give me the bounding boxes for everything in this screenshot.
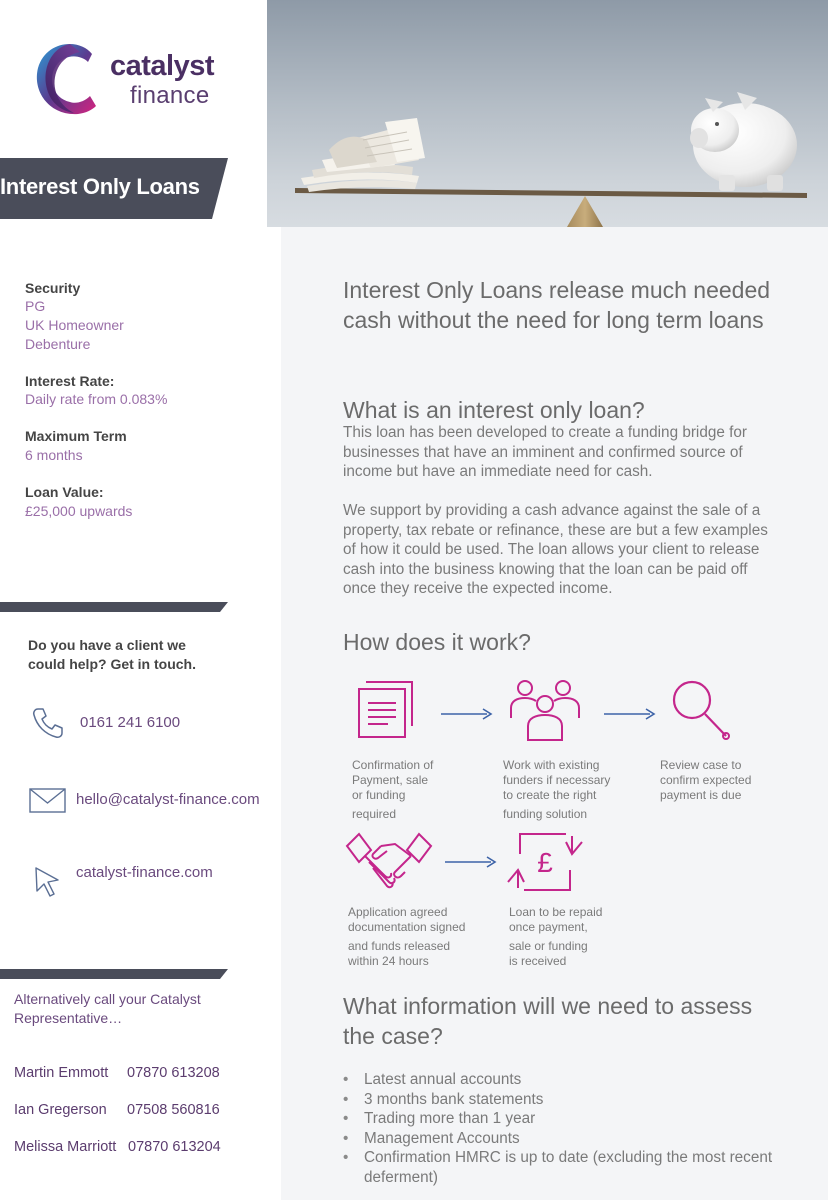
intro-statement: Interest Only Loans release much needed cash without the need for long term loans <box>343 277 771 333</box>
step-4-text <box>348 905 465 969</box>
representative-name: Martin Emmott <box>14 1065 109 1081</box>
arrow-right-icon <box>441 707 493 721</box>
needs-list-item: • 3 months bank statements <box>343 1090 783 1110</box>
step-line: Loan to be repaid <box>509 905 603 919</box>
step-line: or funding <box>352 788 406 802</box>
seesaw-illustration <box>267 0 828 227</box>
seesaw-fulcrum <box>567 196 603 227</box>
step-1-text <box>352 758 433 822</box>
phone-icon <box>31 706 65 740</box>
piggy-bank <box>690 92 797 191</box>
magnifier-icon <box>668 678 732 742</box>
step-line: confirm expected <box>660 773 752 787</box>
hero-image <box>267 0 828 227</box>
arrow-right-icon <box>604 707 656 721</box>
representative-row <box>14 1065 220 1081</box>
contact-prompt-line: could help? Get in touch. <box>28 656 196 672</box>
what-heading: What is an interest only loan? <box>343 397 645 423</box>
representative-name: Ian Gregerson <box>14 1102 107 1118</box>
needs-list-item: • Trading more than 1 year <box>343 1109 783 1129</box>
spec-term-label: Maximum Term <box>25 428 127 444</box>
logo-word-finance: finance <box>130 82 210 109</box>
arrow-right-icon <box>445 855 497 869</box>
step-line: Confirmation of <box>352 758 434 772</box>
needs-list <box>343 1070 783 1187</box>
svg-text:£: £ <box>537 847 553 878</box>
spec-loan-value-value: £25,000 upwards <box>25 503 133 519</box>
needs-heading <box>343 991 752 1051</box>
step-line: Review case to <box>660 758 742 772</box>
page-title: Interest Only Loans <box>0 174 200 199</box>
needs-list-item: • Latest annual accounts <box>343 1070 783 1090</box>
documents-icon <box>356 676 420 740</box>
cursor-icon <box>34 866 62 898</box>
needs-list-item: • Management Accounts <box>343 1129 783 1149</box>
contact-website-link[interactable]: catalyst-finance.com <box>76 864 213 881</box>
spec-security-value: PG <box>25 298 46 314</box>
spec-interest-value: Daily rate from 0.083% <box>25 391 168 407</box>
step-line: Work with existing <box>503 758 600 772</box>
step-line: is received <box>509 954 567 968</box>
step-line: payment is due <box>660 788 742 802</box>
needs-heading-line: What information will we need to assess <box>343 993 753 1019</box>
section-divider <box>0 602 228 612</box>
section-divider <box>0 969 228 979</box>
spec-loan-value-label: Loan Value: <box>25 484 104 500</box>
contact-prompt-line: Do you have a client we <box>28 637 186 653</box>
step-line: within 24 hours <box>348 954 429 968</box>
needs-list-item: • Confirmation HMRC is up to date (excluding the most recent deferment) <box>343 1148 783 1187</box>
receipts-pile <box>301 118 425 192</box>
what-paragraph-2: We support by providing a cash advance against the sale of a property, tax rebate or refinance, these are but a few examples of how it could be used. The loan allows your client to release cash into the business knowing that the loan can be paid off once they receive the expected income. <box>343 502 768 597</box>
step-line: Payment, sale <box>352 773 429 787</box>
logo-mark-icon <box>30 38 102 120</box>
step-line: once payment, <box>509 920 588 934</box>
representative-row <box>14 1102 220 1118</box>
logo-word-catalyst: catalyst <box>110 50 215 82</box>
step-line: funding solution <box>503 807 588 821</box>
step-line: required <box>352 807 397 821</box>
envelope-icon <box>29 788 67 814</box>
step-3-text <box>660 758 751 803</box>
step-line: to create the right <box>503 788 597 802</box>
representative-phone[interactable]: 07870 613208 <box>127 1065 220 1081</box>
step-line: and funds released <box>348 939 451 953</box>
spec-security-value: Debenture <box>25 336 91 352</box>
representatives-intro-line: Alternatively call your Catalyst <box>14 991 201 1007</box>
catalyst-logo <box>30 38 230 120</box>
contact-email-link[interactable]: hello@catalyst-finance.com <box>76 791 260 808</box>
how-heading: How does it work? <box>343 629 531 655</box>
spec-security-label: Security <box>25 280 81 296</box>
representatives-intro <box>14 990 244 1028</box>
what-paragraph-1: This loan has been developed to create a funding bridge for businesses that have an imminent and confirmed source of income but have an immediate need for cash. <box>343 424 747 480</box>
needs-heading-line: the case? <box>343 1023 443 1049</box>
step-line: Application agreed <box>348 905 448 919</box>
step-line: sale or funding <box>509 939 588 953</box>
representative-name: Melissa Marriott <box>14 1139 117 1155</box>
spec-term-value: 6 months <box>25 447 83 463</box>
step-5-text <box>509 905 602 969</box>
step-line: documentation signed <box>348 920 466 934</box>
pound-cycle-icon <box>506 830 584 894</box>
representative-phone[interactable]: 07870 613204 <box>128 1139 221 1155</box>
spec-interest-label: Interest Rate: <box>25 373 115 389</box>
contact-phone-link[interactable]: 0161 241 6100 <box>80 714 181 731</box>
step-2-text <box>503 758 610 822</box>
step-line: funders if necessary <box>503 773 611 787</box>
spec-security-value: UK Homeowner <box>25 317 124 333</box>
people-group-icon <box>508 678 582 742</box>
representative-row <box>14 1139 221 1155</box>
representatives-intro-line: Representative… <box>14 1010 123 1026</box>
contact-prompt <box>28 636 196 674</box>
representative-phone[interactable]: 07508 560816 <box>127 1102 220 1118</box>
handshake-icon <box>345 832 433 892</box>
